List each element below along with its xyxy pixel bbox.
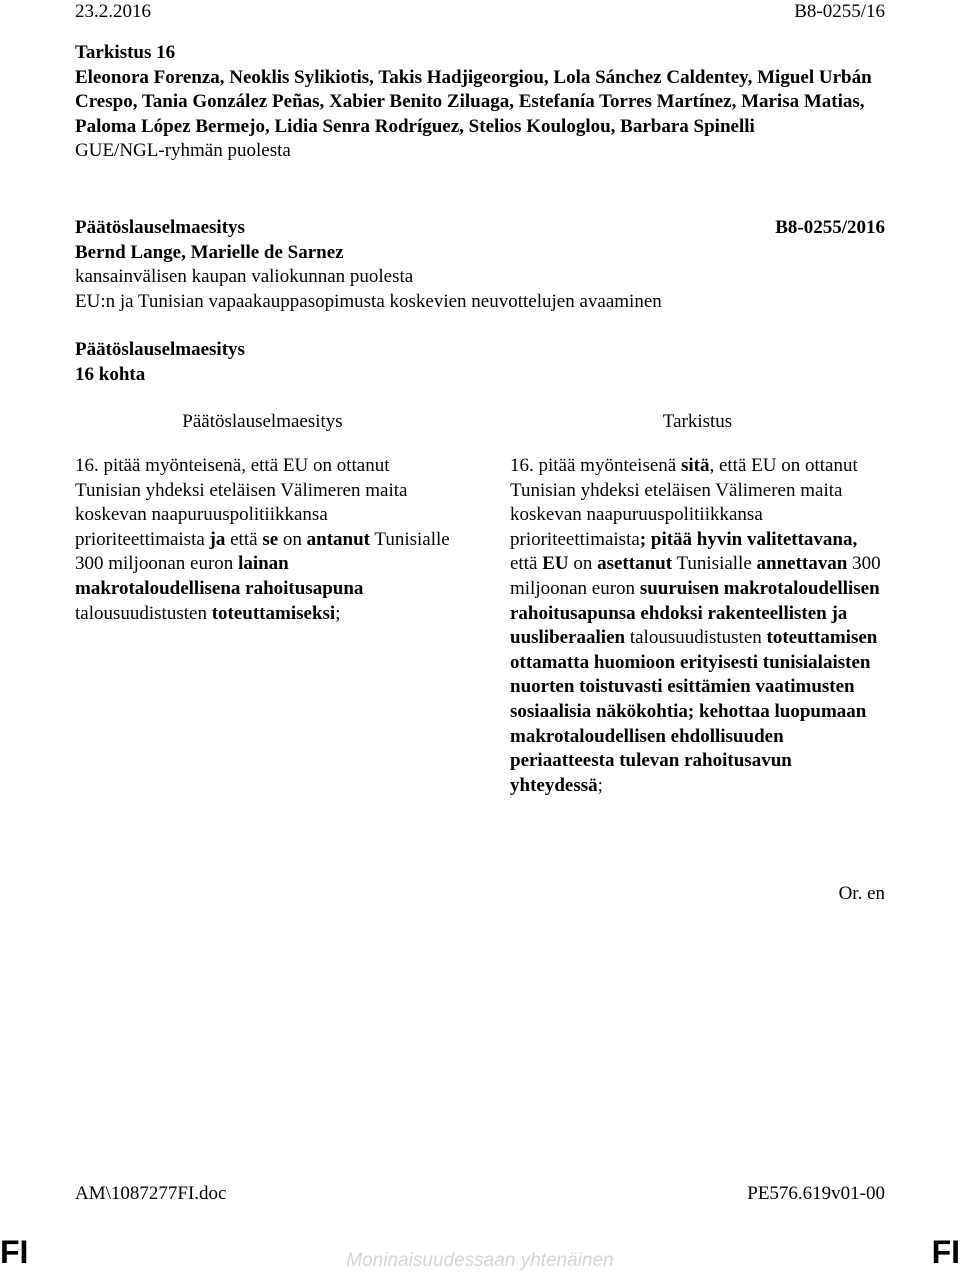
motion-heading-row bbox=[75, 216, 885, 241]
changed-segment: sitä bbox=[680, 455, 710, 476]
changed-segment: lainan makrotaloudellisena rahoitusapuna bbox=[75, 553, 364, 599]
changed-segment: ; pitää hyvin valitettavana, bbox=[639, 528, 858, 550]
motion-subject: EU:n ja Tunisian vapaakauppasopimusta koskevien neuvottelujen avaaminen bbox=[75, 290, 662, 312]
amendment-label: Tarkistus 16 bbox=[75, 42, 176, 63]
amendment-block bbox=[75, 41, 895, 164]
text-segment: on bbox=[278, 528, 307, 550]
changed-segment: EU bbox=[542, 553, 569, 575]
motion-label: Päätöslauselmaesitys bbox=[75, 217, 245, 238]
motion-block bbox=[75, 216, 885, 314]
changed-segment: toteuttamisen ottamatta huomioon erityisesti tunisialaisten nuorten toistuvasti esittämien vaatimusten sosiaalisia näkökohtia; kehottaa luopumaan makrotaloudellisen ehdollisuuden periaatteesta tulevan rahoitusavun yhteydessä bbox=[510, 627, 878, 796]
footer-pe-number: PE576.619v01-00 bbox=[747, 1183, 885, 1204]
eu-motto: Moninaisuudessaan yhtenäinen bbox=[346, 1250, 614, 1271]
text-segment: ; bbox=[597, 774, 603, 796]
text-segment: talousuudistusten bbox=[75, 602, 212, 624]
paragraph-label: Päätöslauselmaesitys bbox=[75, 339, 245, 360]
footer-document-id: AM\1087277FI.doc bbox=[75, 1183, 227, 1204]
original-text bbox=[75, 454, 450, 626]
language-code-left: FI bbox=[0, 1234, 29, 1270]
document-date: 23.2.2016 bbox=[75, 1, 151, 22]
original-language: Or. en bbox=[838, 883, 885, 904]
paragraph-number: 16 kohta bbox=[75, 363, 146, 385]
text-segment: talousuudistusten bbox=[625, 627, 767, 649]
changed-segment: annettavan bbox=[756, 553, 848, 575]
document-reference: B8-0255/16 bbox=[794, 1, 885, 22]
text-segment: ; bbox=[335, 602, 341, 624]
changed-segment: ja bbox=[209, 528, 226, 550]
changed-segment: toteuttamiseksi bbox=[211, 602, 336, 624]
amendment-group: GUE/NGL-ryhmän puolesta bbox=[75, 140, 291, 162]
text-segment: että bbox=[510, 553, 543, 575]
changed-segment: se bbox=[262, 528, 279, 550]
language-code-right: FI bbox=[931, 1234, 960, 1270]
left-column-heading: Päätöslauselmaesitys bbox=[182, 411, 343, 432]
text-segment: 16. pitää myönteisenä bbox=[510, 455, 681, 476]
changed-segment: suuruisen makrotaloudellisen rahoitusapunsa ehdoksi rakenteellisten ja uusliberaalien bbox=[510, 577, 880, 649]
motion-committee: kansainvälisen kaupan valiokunnan puolesta bbox=[75, 266, 414, 288]
text-segment: Tunisialle 300 miljoonan euron bbox=[75, 528, 450, 575]
text-segment: Tunisialle bbox=[672, 553, 757, 575]
text-segment: 16. pitää myönteisenä, että EU on ottanut Tunisian yhdeksi eteläisen Välimeren maita koskevan naapuruuspolitiikkansa prioriteettimaista bbox=[75, 455, 408, 550]
amendment-authors: Eleonora Forenza, Neoklis Sylikiotis, Takis Hadjigeorgiou, Lola Sánchez Caldentey, Miguel Urbán Crespo, Tania González Peñas, Xabier Benito Ziluaga, Estefanía Torres Martínez, Marisa Matias, Paloma López Bermejo, Lidia Senra Rodríguez, Stelios Kouloglou, Barbara Spinelli bbox=[75, 66, 872, 137]
paragraph-reference bbox=[75, 338, 245, 387]
motion-number: B8-0255/2016 bbox=[775, 217, 885, 238]
motion-rapporteurs: Bernd Lange, Marielle de Sarnez bbox=[75, 241, 344, 263]
changed-segment: antanut bbox=[306, 528, 370, 550]
text-segment: 300 miljoonan euron bbox=[510, 553, 881, 599]
amended-text bbox=[510, 454, 885, 798]
text-segment: , että EU on ottanut Tunisian yhdeksi eteläisen Välimeren maita koskevan naapuruuspolitiikkansa prioriteettimaista bbox=[510, 455, 858, 550]
text-segment: on bbox=[568, 553, 598, 575]
right-column-heading: Tarkistus bbox=[662, 411, 733, 432]
text-segment: että bbox=[225, 528, 263, 550]
changed-segment: asettanut bbox=[597, 553, 673, 575]
